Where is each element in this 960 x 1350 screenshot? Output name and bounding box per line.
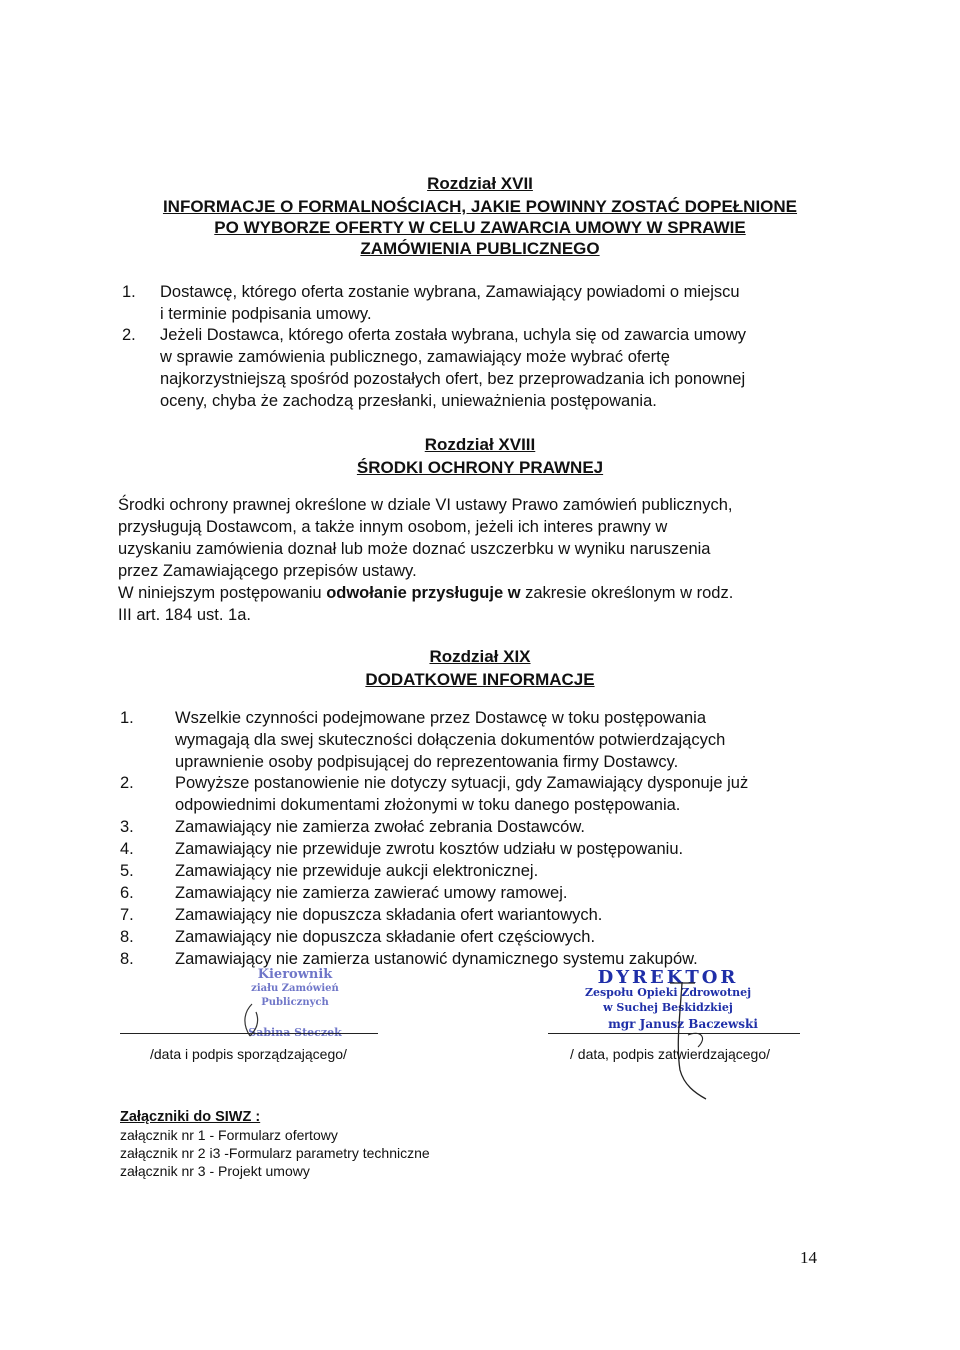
ch19-item-8-text: Zamawiający nie dopuszcza składanie ofert częściowych. <box>175 928 596 946</box>
right-stamp-line-2: Zespołu Opieki Zdrowotnej <box>584 986 752 999</box>
chapter-18-heading <box>100 434 860 478</box>
left-stamp-line-1: Kierownik <box>257 967 333 982</box>
ch19-item-1-number: 1. <box>120 709 134 727</box>
page-number: 14 <box>800 1248 817 1267</box>
left-signature-caption: /data i podpis sporządzającego/ <box>150 1046 347 1062</box>
ch19-item-3-number: 3. <box>120 818 134 836</box>
right-signature-scribble <box>640 975 730 1105</box>
ch17-item-1-number: 1. <box>122 283 136 301</box>
ch19-item-4-number: 4. <box>120 840 134 858</box>
chapter-18-number: Rozdział XVIII <box>424 435 536 454</box>
left-signature-scribble <box>230 1000 290 1040</box>
right-stamp-line-3: w Suchej Beskidzkiej <box>603 1001 733 1014</box>
ch17-item-1-text <box>160 281 850 325</box>
chapter-19-heading <box>100 646 860 690</box>
ch19-item-2-number: 2. <box>120 774 134 792</box>
right-signature-line <box>548 1033 800 1034</box>
ch19-item-6-text: Zamawiający nie zamierza zawierać umowy ramowej. <box>175 884 568 902</box>
left-stamp-name: Sabina Steczek <box>248 1026 342 1039</box>
ch18-paragraph-line-1: Środki ochrony prawnej określone w dziale VI ustawy Prawo zamówień publicznych, <box>118 496 733 514</box>
chapter-17-number: Rozdział XVII <box>427 174 533 193</box>
ch19-item-3-text: Zamawiający nie zamierza zwołać zebrania Dostawców. <box>175 818 585 836</box>
ch19-item-1-line-1: Wszelkie czynności podejmowane przez Dostawcę w toku postępowania <box>175 709 707 727</box>
ch17-item-2-text <box>160 324 850 412</box>
chapter-17-title-line-2: PO WYBORZE OFERTY W CELU ZAWARCIA UMOWY W SPRAWIE <box>214 218 746 237</box>
ch19-item-7-number: 7. <box>120 906 134 924</box>
chapter-17-title <box>100 196 860 259</box>
ch18-appeal-bold: odwołanie przysługuje w <box>326 584 521 602</box>
ch17-item-1-line-1: Dostawcę, którego oferta zostanie wybrana, Zamawiający powiadomi o miejscu <box>160 283 740 301</box>
ch18-appeal <box>118 582 828 626</box>
left-stamp-line-2: ziału Zamówień Publicznych <box>251 983 339 1008</box>
ch19-item-8-number: 8. <box>120 928 134 946</box>
ch18-appeal-line-1 <box>118 582 828 604</box>
right-signature-caption: / data, podpis zatwierdzającego/ <box>570 1046 771 1062</box>
ch18-paragraph-line-3: uzyskaniu zamówienia doznał lub może doznać uszczerbku w wyniku naruszenia <box>118 540 711 558</box>
ch19-item-9-text: Zamawiający nie zamierza ustanowić dynamicznego systemu zakupów. <box>175 950 698 968</box>
ch18-appeal-prefix: W niniejszym postępowaniu <box>118 584 327 602</box>
chapter-17-title-line-3: ZAMÓWIENIA PUBLICZNEGO <box>360 239 600 258</box>
ch19-item-9-number: 8. <box>120 950 134 968</box>
ch19-item-4-text: Zamawiający nie przewiduje zwrotu kosztów udziału w postępowaniu. <box>175 840 684 858</box>
ch18-appeal-line-2: III art. 184 ust. 1a. <box>118 606 251 624</box>
chapter-18-title: ŚRODKI OCHRONY PRAWNEJ <box>356 458 604 477</box>
ch17-item-2-line-2: w sprawie zamówienia publicznego, zamawiający może wybrać ofertę <box>160 348 670 366</box>
ch19-item-6-number: 6. <box>120 884 134 902</box>
ch19-item-1-line-2: wymagają dla swej skuteczności dołączenia dokumentów potwierdzających <box>175 731 726 749</box>
ch17-item-2-number: 2. <box>122 326 136 344</box>
right-stamp-name: mgr Janusz Baczewski <box>608 1017 758 1031</box>
ch17-item-2-line-3: najkorzystniejszą spośród pozostałych ofert, bez przeprowadzania ich ponownej <box>160 370 746 388</box>
right-stamp-title: DYREKTOR <box>597 967 739 988</box>
chapter-17-title-line-1: INFORMACJE O FORMALNOŚCIACH, JAKIE POWINNY ZOSTAĆ DOPEŁNIONE <box>162 197 798 216</box>
ch18-paragraph-line-2: przysługują Dostawcom, a także innym osobom, jeżeli ich interes prawny w <box>118 518 668 536</box>
left-signature-line <box>120 1033 378 1034</box>
chapter-17-heading <box>100 173 860 194</box>
chapter-19-title: DODATKOWE INFORMACJE <box>365 670 595 689</box>
ch18-appeal-suffix: zakresie określonym w rodz. <box>520 584 734 602</box>
attachment-3: załącznik nr 3 - Projekt umowy <box>120 1163 310 1179</box>
ch19-item-1-text <box>175 707 822 773</box>
ch19-item-5-text: Zamawiający nie przewiduje aukcji elektronicznej. <box>175 862 539 880</box>
ch17-item-2-line-1: Jeżeli Dostawca, którego oferta została wybrana, uchyla się od zawarcia umowy <box>160 326 747 344</box>
attachment-2: załącznik nr 2 i3 -Formularz parametry techniczne <box>120 1145 430 1161</box>
ch19-item-5-number: 5. <box>120 862 134 880</box>
ch19-item-1-line-3: uprawnienie osoby podpisującej do reprezentowania firmy Dostawcy. <box>175 753 679 771</box>
ch17-item-2-line-4: oceny, chyba że zachodzą przesłanki, unieważnienia postępowania. <box>160 392 657 410</box>
chapter-19-number: Rozdział XIX <box>429 647 531 666</box>
attachment-1: załącznik nr 1 - Formularz ofertowy <box>120 1127 338 1143</box>
ch18-paragraph <box>118 494 822 582</box>
ch17-item-1-line-2: i terminie podpisania umowy. <box>160 305 372 323</box>
ch19-item-2-text <box>175 772 835 816</box>
ch19-item-2-line-1: Powyższe postanowienie nie dotyczy sytuacji, gdy Zamawiający dysponuje już <box>175 774 749 792</box>
ch18-paragraph-line-4: przez Zamawiającego przepisów ustawy. <box>118 562 417 580</box>
attachments-title: Załączniki do SIWZ : <box>120 1109 261 1125</box>
ch19-item-7-text: Zamawiający nie dopuszcza składania ofert wariantowych. <box>175 906 603 924</box>
ch19-item-2-line-2: odpowiednimi dokumentami złożonymi w toku danego postępowania. <box>175 796 681 814</box>
